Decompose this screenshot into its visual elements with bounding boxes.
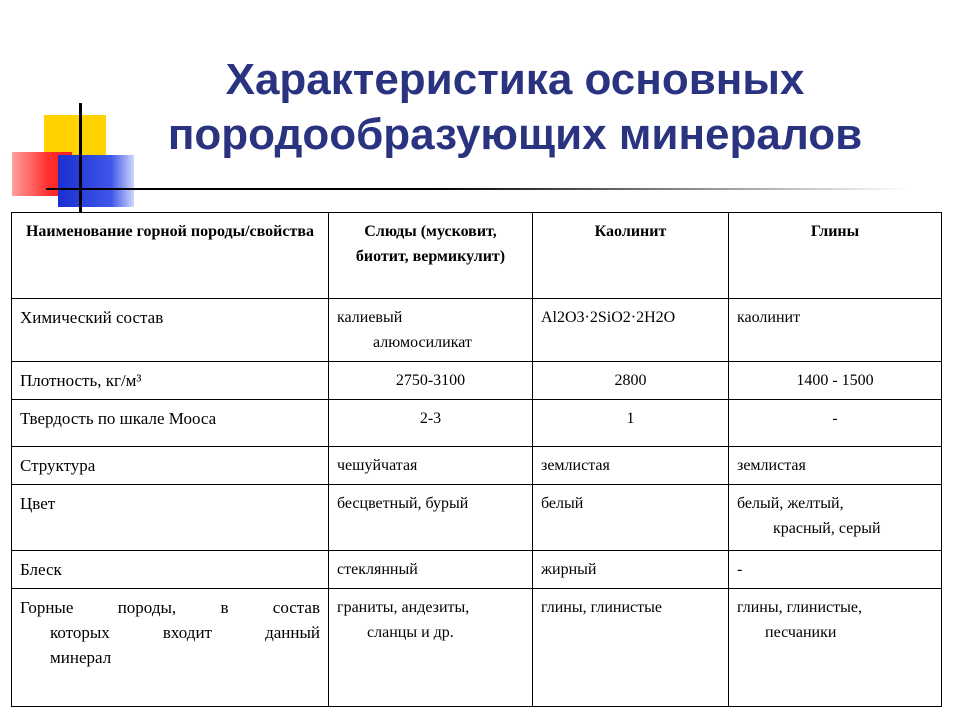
cell-clays: -	[729, 400, 942, 447]
cell-clays: 1400 - 1500	[729, 362, 942, 400]
title-underline	[46, 188, 910, 190]
cell-clays: землистая	[729, 447, 942, 485]
cell-kaolinite: жирный	[533, 551, 729, 589]
table-row-rocks	[12, 589, 942, 707]
table-row-chemical	[12, 299, 942, 362]
cell-mica: 2750-3100	[329, 362, 533, 400]
title-line-2: породообразующих минералов	[167, 110, 863, 159]
cell-line: минерал	[50, 648, 112, 667]
cell-line: глины, глинистые,	[737, 599, 862, 616]
cell-line: которых входит данный	[50, 623, 320, 642]
table-row-density	[12, 362, 942, 400]
header-clays: Глины	[729, 213, 942, 299]
cell-clays: -	[729, 551, 942, 589]
slide-title	[70, 52, 960, 162]
header-property: Наименование горной породы/свойства	[12, 213, 329, 299]
row-label: Химический состав	[12, 299, 329, 362]
cell-mica: бесцветный, бурый	[329, 485, 533, 551]
header-kaolinite: Каолинит	[533, 213, 729, 299]
cell-clays	[729, 589, 942, 707]
table-row-structure	[12, 447, 942, 485]
cell-kaolinite: 1	[533, 400, 729, 447]
cell-mica	[329, 299, 533, 362]
row-label: Цвет	[12, 485, 329, 551]
cell-mica	[329, 589, 533, 707]
cell-line: песчаники	[765, 624, 837, 641]
cell-clays	[729, 485, 942, 551]
cell-kaolinite: землистая	[533, 447, 729, 485]
cell-kaolinite: белый	[533, 485, 729, 551]
header-mica: Слюды (мусковит, биотит, вермикулит)	[329, 213, 533, 299]
cell-mica: 2-3	[329, 400, 533, 447]
row-label: Плотность, кг/м³	[12, 362, 329, 400]
cell-line: сланцы и др.	[367, 624, 454, 641]
row-label: Структура	[12, 447, 329, 485]
table-row-color	[12, 485, 942, 551]
cell-line: калиевый	[337, 309, 403, 326]
title-line-1: Характеристика основных	[225, 55, 805, 104]
cell-line: красный, серый	[773, 520, 881, 537]
cell-kaolinite: глины, глинистые	[533, 589, 729, 707]
cell-line: Горные породы, в состав	[20, 598, 320, 617]
cell-line: граниты, андезиты,	[337, 599, 470, 616]
cell-line: белый, желтый,	[737, 495, 844, 512]
minerals-table	[11, 212, 942, 707]
row-label	[12, 589, 329, 707]
decor-blue-square	[58, 155, 134, 207]
cell-mica: чешуйчатая	[329, 447, 533, 485]
table-row-hardness	[12, 400, 942, 447]
table-row-luster	[12, 551, 942, 589]
row-label: Блеск	[12, 551, 329, 589]
cell-kaolinite: 2800	[533, 362, 729, 400]
row-label: Твердость по шкале Мооса	[12, 400, 329, 447]
cell-clays: каолинит	[729, 299, 942, 362]
table-header-row	[12, 213, 942, 299]
cell-line: алюмосиликат	[373, 334, 472, 351]
cell-mica: стеклянный	[329, 551, 533, 589]
cell-kaolinite: Al2O3·2SiO2·2H2O	[533, 299, 729, 362]
